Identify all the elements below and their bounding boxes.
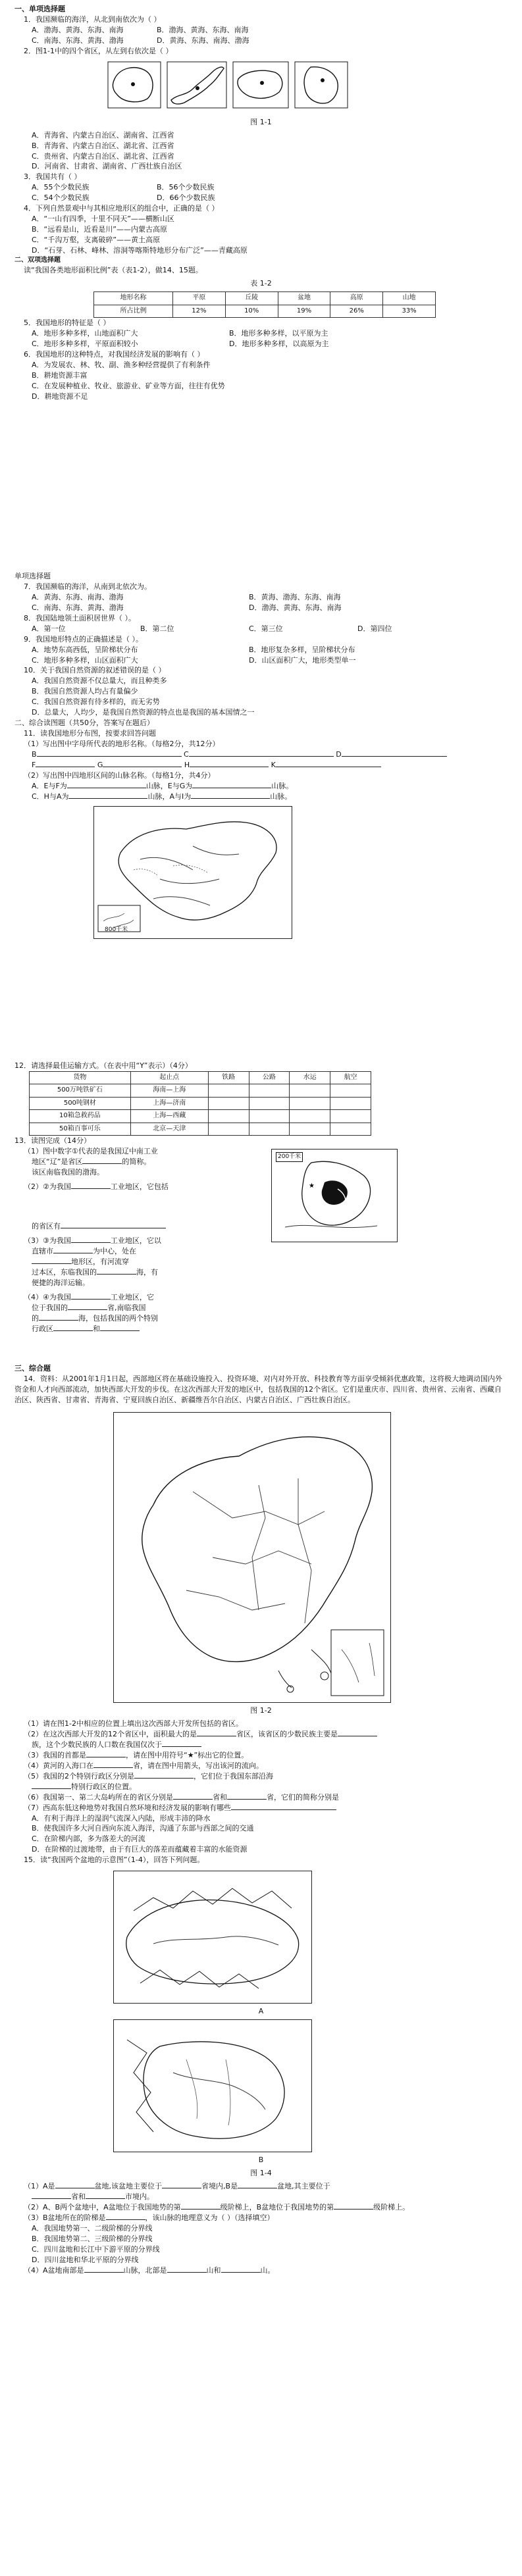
table-cell: 26% bbox=[330, 305, 383, 318]
table-header: 航空 bbox=[330, 1071, 371, 1084]
prompt: A．E与F为 bbox=[32, 781, 67, 790]
option-c[interactable]: C．地形多种多样，山区面积广大 bbox=[32, 655, 138, 665]
answer-blank[interactable] bbox=[67, 781, 146, 788]
question-14-4 bbox=[14, 1761, 508, 1771]
table-header: 货物 bbox=[30, 1071, 131, 1084]
table-cell: 12% bbox=[173, 305, 226, 318]
question-9-options-2 bbox=[14, 655, 508, 666]
prompt: 过本区，东临我国的 bbox=[32, 1267, 97, 1276]
prompt: （3）我国的首都是 bbox=[24, 1750, 86, 1759]
answer-cell[interactable] bbox=[208, 1084, 249, 1098]
option-d[interactable]: D．山区面积广大，地形类型单一 bbox=[249, 655, 356, 665]
option-d[interactable]: D．四川盆地和华北平原的分界线 bbox=[32, 2255, 139, 2264]
option-c[interactable]: C．地形多种多样，平原面积较小 bbox=[32, 340, 138, 349]
option-b[interactable]: B．使我国许多大河自西向东流入海洋，沟通了东部与西部之间的交通 bbox=[32, 1824, 254, 1833]
prompt: 地形区，有河流穿 bbox=[71, 1257, 129, 1266]
option-a[interactable]: A．地形多种多样，山地面积广大 bbox=[32, 329, 138, 338]
figure-caption: 图 1-2 bbox=[250, 1706, 272, 1715]
table-cell: 上海—济南 bbox=[130, 1097, 208, 1110]
prompt: 山脉，北部是 bbox=[123, 2265, 167, 2275]
answer-cell[interactable] bbox=[249, 1097, 290, 1110]
prompt-line bbox=[14, 1257, 265, 1267]
label-f: F bbox=[32, 760, 36, 769]
table-header: 丘陵 bbox=[225, 292, 278, 305]
prompt: ，请在图中用符号“★”标出它的位置。 bbox=[126, 1750, 249, 1759]
prompt: 级阶梯上，B盆地位于我国地势的第 bbox=[220, 2202, 334, 2211]
option-a[interactable]: A．黄海、东海、南海、渤海 bbox=[32, 592, 124, 601]
china-province-map bbox=[113, 1412, 391, 1703]
question-8-options bbox=[14, 624, 508, 634]
question-13-text bbox=[14, 1146, 265, 1334]
answer-blank[interactable] bbox=[97, 1267, 136, 1275]
industrial-region-map bbox=[271, 1149, 398, 1242]
question-4-option-b[interactable]: B．“远看是山，近看是川”——内蒙古高原 bbox=[32, 225, 167, 234]
table-row bbox=[30, 1110, 371, 1123]
answer-blank[interactable] bbox=[167, 2265, 207, 2273]
sub-heading: 二、双项选择题 bbox=[14, 256, 61, 264]
option-a[interactable]: A．地势东高西低，呈阶梯状分布 bbox=[32, 645, 138, 654]
basin-a-drawing bbox=[114, 1871, 311, 2003]
question-9-options bbox=[14, 645, 508, 655]
prompt: 工业地区，它 bbox=[110, 1292, 154, 1301]
question-13-block bbox=[14, 1146, 508, 1363]
prompt: 盆地,该盆地主要位于 bbox=[94, 2182, 163, 2190]
answer-cell[interactable] bbox=[208, 1097, 249, 1110]
prompt: 省和 bbox=[71, 2192, 86, 2201]
question-14-5 bbox=[14, 1771, 508, 1782]
label-g: G bbox=[97, 760, 103, 769]
prompt: 山脉，E与G为 bbox=[145, 781, 193, 790]
question-14-2b bbox=[14, 1740, 508, 1750]
prompt-line bbox=[14, 1157, 265, 1167]
prompt: 地区“辽”是省区 bbox=[32, 1157, 83, 1167]
section-part1 bbox=[14, 4, 508, 402]
prompt: 山脉，A与I为 bbox=[147, 792, 192, 801]
prompt: 山。 bbox=[260, 2265, 275, 2275]
prompt: （2）在这次西部大开发的12个省区中，面积最大的是 bbox=[24, 1730, 197, 1738]
answer-blank[interactable] bbox=[334, 2202, 373, 2210]
question-15-4 bbox=[14, 2265, 508, 2276]
prompt: （1）图中数字①代表的是我国辽中南工业 bbox=[24, 1147, 158, 1156]
question-6-option-d[interactable]: D．耕地资源不足 bbox=[32, 391, 88, 401]
table-cell: 10% bbox=[225, 305, 278, 318]
option-d[interactable]: D．第四位 bbox=[357, 624, 392, 633]
table-cell: 海南—上海 bbox=[130, 1084, 208, 1098]
prompt: （5）我国的2个特别行政区分别是 bbox=[24, 1771, 134, 1780]
answer-blank[interactable] bbox=[61, 1221, 166, 1228]
question-7: 7．我国濒临的海洋，从南到北依次为。 bbox=[24, 582, 151, 591]
option-b[interactable]: B．地形复杂多样，呈阶梯状分布 bbox=[249, 645, 355, 654]
label-c: C bbox=[184, 749, 189, 759]
table-cell: 19% bbox=[278, 305, 330, 318]
prompt-line bbox=[14, 1292, 265, 1303]
transport-table bbox=[29, 1071, 371, 1136]
question-1-options-2 bbox=[14, 36, 508, 46]
prompt: C．H与A为 bbox=[32, 792, 69, 801]
map-scale-label: 200千米 bbox=[276, 1152, 303, 1162]
option-a[interactable]: A．第一位 bbox=[32, 624, 66, 633]
prompt: 该区南临我国的渤海。 bbox=[32, 1168, 104, 1177]
answer-blank[interactable] bbox=[192, 781, 271, 788]
answer-blank[interactable] bbox=[68, 1303, 107, 1310]
answer-cell[interactable] bbox=[249, 1123, 290, 1136]
prompt: （4）④为我国 bbox=[24, 1292, 71, 1301]
label-h: H bbox=[184, 760, 190, 769]
figure-caption: 图 1-4 bbox=[250, 2169, 272, 2178]
prompt: 便捷的海洋运输。 bbox=[32, 1278, 90, 1287]
answer-blank[interactable] bbox=[37, 749, 182, 757]
section-part3 bbox=[14, 1061, 508, 2275]
question-6-option-b[interactable]: B．耕地资源丰富 bbox=[32, 370, 88, 380]
prompt: （3）③为我国 bbox=[24, 1236, 71, 1246]
question-6-option-a[interactable]: A．为发展农、林、牧、副、渔多种经营提供了有利条件 bbox=[32, 361, 211, 369]
answer-cell[interactable] bbox=[290, 1123, 330, 1136]
question-1: 1．我国濒临的海洋，从北到南依次为（ ） bbox=[24, 14, 161, 24]
answer-blank[interactable] bbox=[190, 760, 269, 767]
china-terrain-map bbox=[93, 806, 292, 939]
prompt: 的 bbox=[32, 1313, 39, 1323]
prompt-line bbox=[14, 1313, 265, 1324]
option-b[interactable]: B．我国地势第二、三级阶梯的分界线 bbox=[32, 2234, 153, 2243]
answer-blank[interactable] bbox=[82, 1157, 122, 1164]
label-d: D bbox=[336, 749, 342, 759]
answer-blank[interactable] bbox=[93, 1761, 133, 1768]
label-k: K bbox=[271, 760, 276, 769]
question-7-options bbox=[14, 592, 508, 603]
answer-cell[interactable] bbox=[290, 1097, 330, 1110]
question-4-option-d[interactable]: D．“石芽、石林、峰林、溶洞等喀斯特地形分布广泛”——青藏高原 bbox=[32, 245, 248, 255]
option-a[interactable]: A．渤海、黄海、东海、南海 bbox=[32, 25, 124, 34]
prompt: 山和 bbox=[206, 2265, 221, 2275]
answer-cell[interactable] bbox=[330, 1097, 371, 1110]
question-15-1b bbox=[14, 2192, 508, 2202]
answer-blank[interactable] bbox=[173, 1792, 213, 1800]
table-cell: 50箱百事可乐 bbox=[30, 1123, 131, 1136]
answer-blank[interactable] bbox=[197, 1729, 236, 1736]
prompt: 行政区 bbox=[32, 1324, 53, 1333]
answer-cell[interactable] bbox=[249, 1110, 290, 1123]
prompt: （1）A是 bbox=[24, 2182, 55, 2190]
table-header: 铁路 bbox=[208, 1071, 249, 1084]
answer-blank[interactable] bbox=[100, 1324, 140, 1331]
answer-blank[interactable] bbox=[53, 1246, 93, 1253]
answer-blank[interactable] bbox=[181, 2202, 221, 2210]
prompt: 的简称。 bbox=[122, 1157, 151, 1167]
answer-blank[interactable] bbox=[32, 1257, 71, 1264]
prompt: 山脉。 bbox=[270, 792, 292, 801]
question-3-options bbox=[14, 182, 508, 193]
map-label-a: A bbox=[258, 2007, 264, 2016]
option-c[interactable]: C．四川盆地和长江中下游平原的分界线 bbox=[32, 2244, 160, 2254]
answer-blank[interactable] bbox=[86, 2192, 125, 2199]
prompt: 海，有 bbox=[136, 1267, 158, 1276]
question-4: 4．下列自然景观中与其相应地形区的组合中，正确的是（ ） bbox=[24, 204, 219, 213]
table-cell: 500吨钢材 bbox=[30, 1097, 131, 1110]
answer-blank[interactable] bbox=[189, 749, 334, 757]
option-d[interactable]: D．渤海、黄海、东海、南海 bbox=[249, 603, 342, 612]
answer-blank[interactable] bbox=[162, 2181, 201, 2188]
prompt: 省和 bbox=[213, 1792, 227, 1802]
prompt: ，该山脉的地理意义为（ ）（选择填空） bbox=[145, 2213, 274, 2222]
prompt: 级阶梯上。 bbox=[373, 2202, 410, 2211]
question-6: 6．我国地形的这种特点，对我国经济发展的影响有（ ） bbox=[24, 350, 205, 359]
prompt: （4）黄河的入海口在 bbox=[24, 1761, 93, 1770]
prompt-line bbox=[14, 1267, 265, 1278]
prompt-line bbox=[14, 1246, 265, 1257]
option-c[interactable]: C．在阶梯内部，多为落差大的河流 bbox=[32, 1834, 145, 1844]
question-13: 13．读图完成（14分） bbox=[14, 1136, 91, 1146]
table-header: 水运 bbox=[290, 1071, 330, 1084]
prompt-line bbox=[14, 1324, 265, 1334]
table-row bbox=[30, 1084, 371, 1098]
province-outlines bbox=[107, 59, 357, 112]
option-c[interactable]: C．南海、东海、黄海、渤海 bbox=[32, 36, 124, 45]
prompt: （6）我国第一、第二大岛屿所在的省区分别是 bbox=[24, 1792, 173, 1802]
prompt: 位于我国的 bbox=[32, 1303, 68, 1312]
section-heading: 单项选择题 bbox=[14, 572, 51, 580]
answer-blank[interactable] bbox=[86, 1750, 126, 1757]
prompt-line bbox=[14, 1221, 265, 1232]
prompt: 工业地区，它包括 bbox=[110, 1182, 169, 1192]
answer-cell[interactable] bbox=[290, 1110, 330, 1123]
prompt: 盆地,其主要位于 bbox=[277, 2182, 330, 2190]
option-a[interactable]: A．有利于海洋上的湿润气流深入内陆，形成丰沛的降水 bbox=[32, 1813, 211, 1823]
label-b: B bbox=[32, 749, 37, 759]
question-11: 11．读我国地形分布图，按要求回答问题 bbox=[24, 729, 156, 738]
table-header: 地形名称 bbox=[94, 292, 173, 305]
question-5: 5．我国地形的特征是（ ） bbox=[24, 318, 111, 328]
map-scale-label: 800千米 bbox=[105, 926, 128, 933]
question-6-option-c[interactable]: C．在发展种植业、牧业、旅游业、矿业等方面，往往有优势 bbox=[32, 381, 225, 390]
prompt: 特别行政区的位置。 bbox=[71, 1782, 136, 1791]
prompt: （3）B盆地所在的阶梯是 bbox=[24, 2213, 106, 2222]
answer-blank[interactable] bbox=[71, 1236, 111, 1243]
option-c[interactable]: C．54个少数民族 bbox=[32, 193, 90, 203]
question-10: 10．关于我国自然资源的叙述错误的是（ ） bbox=[24, 666, 166, 675]
table-header: 山地 bbox=[383, 292, 436, 305]
option-b[interactable]: B．地形多种多样，以平原为主 bbox=[229, 329, 328, 338]
question-7-options-2 bbox=[14, 603, 508, 613]
question-3: 3．我国共有（ ） bbox=[24, 172, 82, 182]
table-row bbox=[30, 1097, 371, 1110]
option-b[interactable]: B．渤海、黄海、东海、南海 bbox=[157, 25, 249, 34]
answer-blanks-row-2 bbox=[14, 760, 508, 770]
answer-blank[interactable] bbox=[103, 760, 182, 767]
answer-cell[interactable] bbox=[208, 1123, 249, 1136]
answer-cell[interactable] bbox=[330, 1110, 371, 1123]
answer-blank[interactable] bbox=[221, 2265, 261, 2273]
question-9: 9．我国地形特点的正确描述是（ ）。 bbox=[24, 634, 143, 644]
table-cell: 33% bbox=[383, 305, 436, 318]
prompt: 的省区有 bbox=[32, 1222, 61, 1231]
table-intro: 读“我国各类地形面积比例”表（表1-2），做14、15题。 bbox=[24, 266, 203, 275]
basin-b-drawing bbox=[114, 2020, 311, 2152]
question-4-option-a[interactable]: A．“一山有四季，十里不同天”——横断山区 bbox=[32, 215, 174, 224]
province-map-drawing bbox=[114, 1413, 390, 1702]
question-14-intro: 14．资料：从2001年1月1日起，西部地区将在基础设施投入、投资环境、对内对外开放、科技教育等方面享受倾斜优惠政策，这将极大地调动国内外资金和人才向西部流动，加快西部大开发的步伐。在这次西部大开发的地区中，包括我国的12个省区。它们是重庆市、四川省、贵州省、云南省、西藏自治区、陕西省、甘肃省、青海省、宁夏回族自治区、新疆维吾尔自治区、内蒙古自治区、广西壮族自治区。 bbox=[14, 1375, 502, 1405]
question-2-option-c[interactable]: C．贵州省、内蒙古自治区、湖北省、江西省 bbox=[32, 151, 174, 161]
question-12: 12．请选择最佳运输方式。（在表中用“Y”表示）（4分） bbox=[14, 1061, 192, 1070]
table-cell: 500万吨铁矿石 bbox=[30, 1084, 131, 1098]
table-cell: 北京—天津 bbox=[130, 1123, 208, 1136]
question-15-1 bbox=[14, 2181, 508, 2192]
answer-cell[interactable] bbox=[330, 1123, 371, 1136]
question-11-1: （1）写出图中字母所代表的地形名称。（每格2分，共12分） bbox=[24, 740, 220, 748]
option-c[interactable]: C．南海、东海、黄海、渤海 bbox=[32, 603, 124, 612]
industrial-map-drawing bbox=[272, 1149, 397, 1242]
option-b[interactable]: B．黄海、渤海、东海、南海 bbox=[249, 592, 341, 601]
answer-blank[interactable] bbox=[276, 760, 381, 767]
answer-blank[interactable] bbox=[71, 1292, 111, 1300]
answer-blank[interactable] bbox=[39, 1313, 78, 1321]
question-10-option-c[interactable]: C．我国自然资源有待多样的，而无劣势 bbox=[32, 697, 160, 707]
prompt: （2）②为我国 bbox=[24, 1182, 71, 1192]
table-header: 平原 bbox=[173, 292, 226, 305]
prompt: 省,南临我国 bbox=[107, 1303, 146, 1312]
answer-cell[interactable] bbox=[208, 1110, 249, 1123]
table-row-label: 所占比例 bbox=[94, 305, 173, 318]
prompt: 为中心，处在 bbox=[93, 1247, 136, 1255]
question-15-2 bbox=[14, 2202, 508, 2213]
svg-text:★: ★ bbox=[309, 1182, 315, 1190]
table-caption: 表 1-2 bbox=[250, 279, 272, 288]
figure-1-1-provinces bbox=[107, 59, 508, 114]
question-15: 15．读“我国两个盆地的示意图”（1-4），回答下列问题。 bbox=[24, 1856, 205, 1865]
prompt: （2）A、B两个盆地中，A盆地位于我国地势的第 bbox=[24, 2202, 181, 2211]
section-part2 bbox=[14, 571, 508, 939]
question-14-7 bbox=[14, 1803, 508, 1813]
prompt: 海，包括我国的两个特别 bbox=[78, 1313, 158, 1323]
answer-blank[interactable] bbox=[134, 1771, 194, 1779]
answer-blank[interactable] bbox=[231, 1803, 336, 1810]
option-d[interactable]: D．在阶梯的过渡地带，由于有巨大的落差而蕴藏着丰富的水能资源 bbox=[32, 1845, 248, 1854]
table-header: 盆地 bbox=[278, 292, 330, 305]
answer-blank[interactable] bbox=[84, 2265, 124, 2273]
answer-cell[interactable] bbox=[290, 1084, 330, 1098]
answer-blanks-row-1 bbox=[14, 749, 508, 760]
option-d[interactable]: D．黄海、东海、南海、渤海 bbox=[157, 36, 249, 45]
answer-blank[interactable] bbox=[68, 792, 147, 799]
answer-blank[interactable] bbox=[338, 1729, 377, 1736]
prompt: 和 bbox=[93, 1324, 100, 1333]
question-14-2 bbox=[14, 1729, 508, 1740]
table-cell: 上海—西藏 bbox=[130, 1110, 208, 1123]
question-3-options-2 bbox=[14, 193, 508, 203]
question-10-option-d[interactable]: D．总量大，人均少，是我国自然资源的特点也是我国的基本国情之一 bbox=[32, 708, 255, 717]
prompt: 直辖市 bbox=[32, 1247, 53, 1255]
prompt: 省，它们的简称分别是 bbox=[267, 1792, 339, 1802]
table-header: 高原 bbox=[330, 292, 383, 305]
prompt: 市境内。 bbox=[125, 2192, 154, 2201]
section-heading-2: 二、综合读图题（共50分，答案写在题后） bbox=[14, 719, 154, 728]
answer-blank[interactable] bbox=[32, 2192, 71, 2199]
question-10-option-a[interactable]: A．我国自然资源不仅总量大，而且种类多 bbox=[32, 676, 167, 686]
table-cell: 10箱急救药品 bbox=[30, 1110, 131, 1123]
answer-blank[interactable] bbox=[162, 1740, 201, 1747]
section-heading: 一、单项选择题 bbox=[14, 5, 65, 13]
table-row bbox=[30, 1123, 371, 1136]
map-label-b: B bbox=[258, 2156, 264, 2165]
option-c[interactable]: C．第三位 bbox=[249, 624, 283, 633]
table-header: 起止点 bbox=[130, 1071, 208, 1084]
question-11-2: （2）写出图中四地形区间的山脉名称。（每格1分，共4分） bbox=[24, 770, 215, 780]
prompt: 省区，该省区的少数民族主要是 bbox=[236, 1730, 338, 1738]
question-15-3 bbox=[14, 2213, 508, 2223]
question-2-option-b[interactable]: B．青海省、内蒙古自治区、湖北省、江西省 bbox=[32, 141, 174, 150]
answer-blank[interactable] bbox=[106, 2213, 145, 2220]
question-2-option-d[interactable]: D．河南省、甘肃省、湖南省、广西壮族自治区 bbox=[32, 162, 182, 171]
answer-blank[interactable] bbox=[227, 1792, 267, 1800]
prompt: （7）西高东低这种地势对我国自然环境和经济发展的影响有哪些 bbox=[24, 1803, 231, 1812]
option-b[interactable]: B．56个少数民族 bbox=[157, 183, 215, 192]
prompt-line bbox=[14, 1236, 265, 1246]
question-11-2-a bbox=[14, 781, 508, 792]
basin-map-b bbox=[113, 2019, 312, 2152]
question-11-2-b bbox=[14, 792, 508, 802]
answer-blank[interactable] bbox=[238, 2181, 277, 2188]
answer-blank[interactable] bbox=[32, 1782, 71, 1789]
prompt: 山脉。 bbox=[271, 781, 294, 790]
answer-blank[interactable] bbox=[36, 760, 95, 767]
option-d[interactable]: D．66个少数民族 bbox=[157, 193, 215, 203]
prompt: 省，请在图中用箭头，写出该河的流向。 bbox=[133, 1761, 263, 1770]
prompt: ，它们位于我国东部沿海 bbox=[194, 1771, 273, 1780]
answer-cell[interactable] bbox=[249, 1084, 290, 1098]
question-14-5b bbox=[14, 1782, 508, 1792]
answer-blank[interactable] bbox=[342, 749, 447, 757]
answer-blank[interactable] bbox=[55, 2181, 95, 2188]
question-8: 8．我国陆地领土面积居世界（ ）。 bbox=[24, 613, 136, 622]
figure-caption: 图 1-1 bbox=[250, 117, 272, 126]
option-b[interactable]: B．第二位 bbox=[140, 624, 174, 633]
question-5-options bbox=[14, 328, 508, 339]
answer-cell[interactable] bbox=[330, 1084, 371, 1098]
answer-blank[interactable] bbox=[53, 1324, 93, 1331]
question-2: 2．图1-1中的四个省区，从左到右依次是（ ） bbox=[24, 46, 173, 55]
prompt-line bbox=[14, 1182, 265, 1192]
question-14-1: （1）请在图1-2中相应的位置上填出这次西部大开发所包括的省区。 bbox=[24, 1719, 243, 1729]
option-a[interactable]: A．我国地势第一、二级阶梯的分界线 bbox=[32, 2223, 153, 2233]
question-2-option-a[interactable]: A．青海省、内蒙古自治区、湖南省、江西省 bbox=[32, 130, 174, 139]
table-header: 公路 bbox=[249, 1071, 290, 1084]
prompt: 族，这个少数民族的人口数在我国仅次于 bbox=[32, 1740, 162, 1749]
terrain-map-drawing bbox=[94, 807, 292, 938]
question-1-options bbox=[14, 25, 508, 36]
question-14-6 bbox=[14, 1792, 508, 1803]
question-10-option-b[interactable]: B．我国自然资源人均占有量偏少 bbox=[32, 687, 138, 696]
basin-map-a bbox=[113, 1871, 312, 2004]
question-5-options-2 bbox=[14, 339, 508, 349]
prompt-line bbox=[14, 1303, 265, 1313]
option-a[interactable]: A．55个少数民族 bbox=[32, 183, 90, 192]
terrain-ratio-table bbox=[93, 291, 436, 318]
question-4-option-c[interactable]: C．“千沟万壑，支离破碎”——黄土高原 bbox=[32, 236, 161, 244]
section-heading: 三、综合题 bbox=[14, 1364, 51, 1373]
prompt: （4）A盆地南部是 bbox=[24, 2265, 84, 2275]
answer-blank[interactable] bbox=[191, 792, 270, 799]
prompt: 工业地区，它以 bbox=[110, 1236, 161, 1246]
prompt: 省境内,B是 bbox=[201, 2182, 238, 2190]
option-d[interactable]: D．地形多种多样，以高原为主 bbox=[229, 340, 329, 349]
answer-blank[interactable] bbox=[71, 1182, 111, 1189]
question-14-3 bbox=[14, 1750, 508, 1761]
